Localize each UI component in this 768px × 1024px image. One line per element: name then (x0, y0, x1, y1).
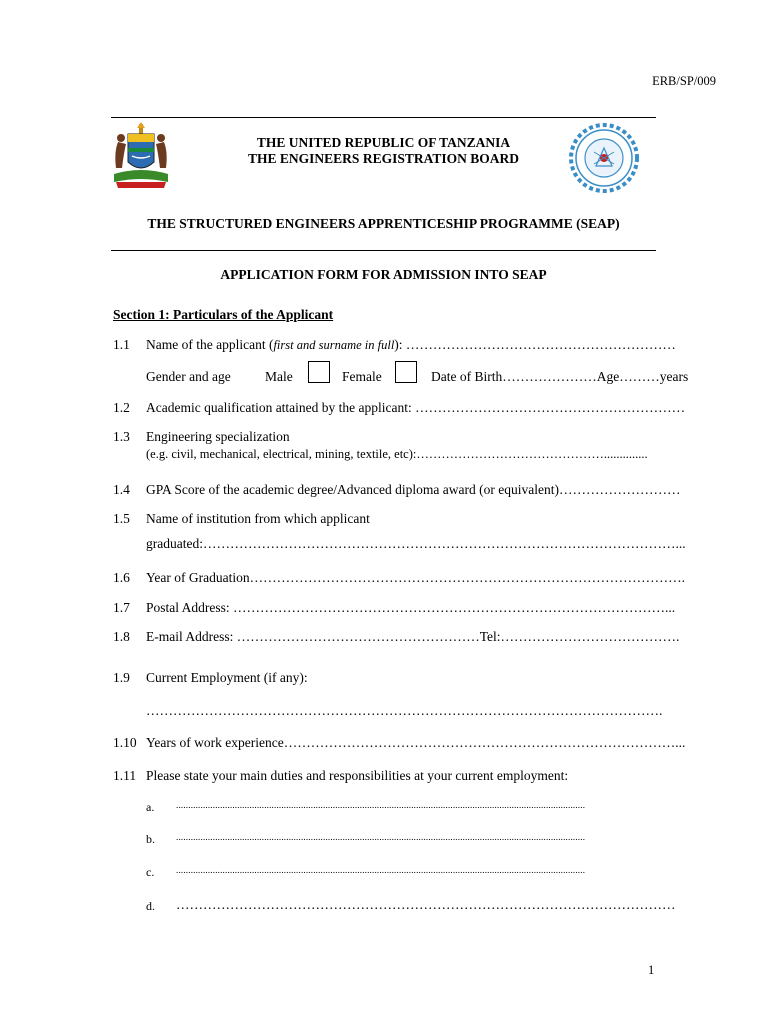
gpa-score-field[interactable]: GPA Score of the academic degree/Advanced diploma award (or equivalent)……………………… (146, 482, 681, 497)
sub-letter: c. (146, 865, 155, 879)
document-code: ERB/SP/009 (652, 74, 716, 88)
label-dots: ): …………………………………………………… (394, 337, 676, 352)
top-divider (111, 117, 656, 118)
header-line-2: THE ENGINEERS REGISTRATION BOARD (248, 151, 519, 166)
gender-age-label: Gender and age (146, 369, 231, 384)
programme-title: THE STRUCTURED ENGINEERS APPRENTICESHIP PROGRAMME (SEAP) (147, 216, 620, 231)
sub-letter: a. (146, 800, 155, 814)
page-number: 1 (648, 963, 655, 977)
item-number: 1.8 (113, 629, 130, 644)
duty-line-a[interactable] (0, 800, 768, 816)
duty-line-c[interactable] (0, 865, 768, 881)
sub-letter: d. (146, 899, 155, 913)
item-number: 1.2 (113, 400, 130, 415)
item-number: 1.6 (113, 570, 130, 585)
male-label: Male (265, 369, 293, 384)
item-number: 1.1 (113, 337, 130, 352)
duties-label: Please state your main duties and responsibilities at your current employment: (146, 768, 569, 783)
header-divider (111, 250, 656, 251)
dob-age-field[interactable]: Date of Birth…………………Age………years (431, 369, 689, 384)
applicant-name-field[interactable] (146, 337, 676, 353)
erb-logo-icon (568, 122, 640, 194)
duty-dots: ....................................................................................................................................................................... (176, 800, 586, 810)
institution-field[interactable]: graduated:……………………………………………………………………………………………... (146, 536, 686, 551)
sub-letter: b. (146, 832, 155, 846)
duty-dots: ....................................................................................................................................................................... (176, 832, 586, 842)
item-number: 1.10 (113, 735, 137, 750)
female-label: Female (342, 369, 382, 384)
work-experience-field[interactable]: Years of work experience……………………………………………………………………………... (146, 735, 686, 750)
duty-dots: ....................................................................................................................................................................... (176, 865, 586, 875)
item-number: 1.3 (113, 429, 130, 444)
graduation-year-field[interactable]: Year of Graduation……………………………………………………………………………………. (146, 570, 685, 585)
engineering-specialization-field[interactable]: (e.g. civil, mechanical, electrical, mining, textile, etc):……………………………………….............. (146, 447, 648, 461)
academic-qualification-field[interactable]: Academic qualification attained by the applicant: …………………………………………………… (146, 400, 686, 415)
item-number: 1.7 (113, 600, 130, 615)
female-checkbox[interactable] (395, 361, 417, 383)
item-number: 1.11 (113, 768, 137, 783)
current-employment-label: Current Employment (if any): (146, 670, 308, 685)
section-1-title: Section 1: Particulars of the Applicant (113, 307, 334, 322)
label-italic: first and surname in full (273, 338, 395, 352)
item-number: 1.5 (113, 511, 130, 526)
form-title: APPLICATION FORM FOR ADMISSION INTO SEAP (220, 267, 547, 282)
item-number: 1.4 (113, 482, 130, 497)
duty-dots: ………………………………………………………………………………………………… (176, 897, 676, 912)
postal-address-field[interactable]: Postal Address: ……………………………………………………………………………………... (146, 600, 676, 615)
current-employment-field[interactable]: ……………………………………………………………………………………………………. (146, 703, 663, 718)
male-checkbox[interactable] (308, 361, 330, 383)
item-number: 1.9 (113, 670, 130, 685)
institution-label: Name of institution from which applicant (146, 511, 370, 526)
header-line-1: THE UNITED REPUBLIC OF TANZANIA (256, 135, 511, 150)
email-tel-field[interactable]: E-mail Address: ………………………………………………Tel:…………………………………. (146, 629, 680, 644)
duty-line-b[interactable] (0, 832, 768, 848)
label-text: Name of the applicant ( (146, 337, 274, 352)
engineering-specialization-label: Engineering specialization (146, 429, 290, 444)
duty-line-d[interactable] (0, 897, 768, 915)
